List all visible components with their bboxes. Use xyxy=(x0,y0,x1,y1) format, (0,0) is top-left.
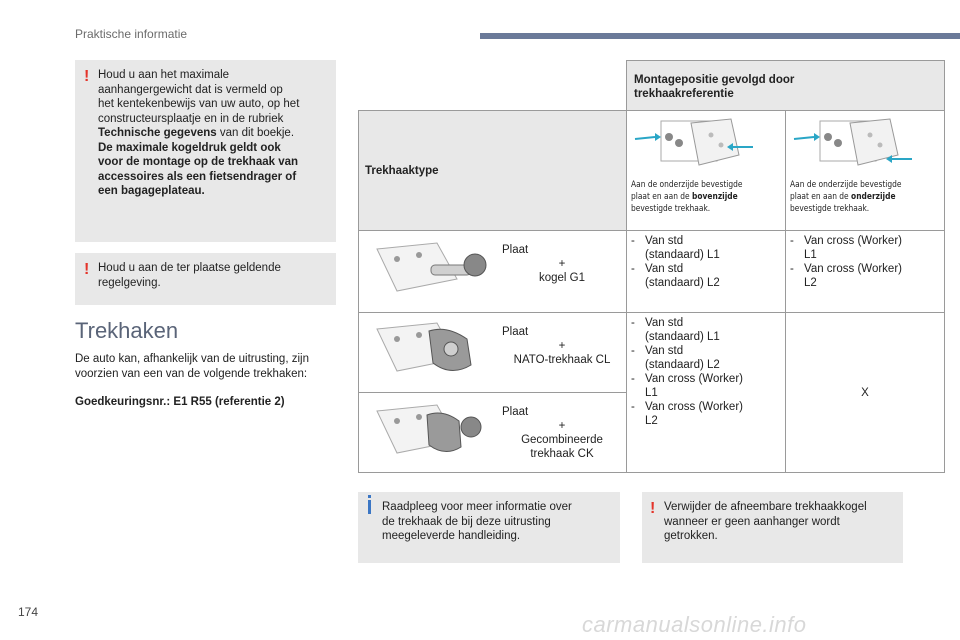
g1-upper-models: - Van std (standaard) L1 - Van std (standaard) L2 xyxy=(627,231,786,313)
page-title: Trekhaken xyxy=(75,318,179,343)
cl-ck-upper-models: - Van std (standaard) L1 - Van std (standaard) L2 - Van cross (Worker) L1 - Van cross (Worker) L2 xyxy=(627,313,786,473)
info-note: Raadpleeg voor meer informatie over de trekhaak de bij deze uitrusting meegeleverde handleiding. xyxy=(358,492,620,563)
nato-towbar-illustration xyxy=(367,319,495,383)
table-row-g1: Plaat + kogel G1 xyxy=(359,231,627,313)
mount-upper-cell xyxy=(627,111,786,231)
lower-mount-caption: Aan de onderzijde bevestigde plaat en aan de onderzijde bevestigde trekhaak. xyxy=(790,180,902,214)
header-bar xyxy=(480,33,960,39)
table-row-cl: Plaat + NATO-trekhaak CL xyxy=(359,313,627,393)
towbar-lower-mount-illustration xyxy=(790,115,916,173)
mount-lower-cell xyxy=(786,111,945,231)
intro-text: De auto kan, afhankelijk van de uitrusting, zijn voorzien van een van de volgende trekhaken: xyxy=(75,353,309,380)
weight-warning-note: ! Houd u aan het maximale aanhangergewicht dat is vermeld op het kentekenbewijs van uw auto, op het constructeursplaatje en in de rubriek Technische gegevens van dit boekje. De maximale kogeldruk geldt ook voor de montage op de trekhaak van accessoires als een fietsendrager of een bagageplateau. xyxy=(75,60,336,242)
table-row-ck: Plaat + Gecombineerde trekhaak CK xyxy=(359,393,627,473)
mount-position-header: Montagepositie gevolgd door trekhaakreferentie xyxy=(627,61,945,111)
info-icon xyxy=(368,500,371,514)
ball-towbar-illustration xyxy=(367,239,495,303)
approval-number: Goedkeuringsnr.: E1 R55 (referentie 2) xyxy=(75,396,285,408)
remove-ball-warning-note: ! Verwijder de afneembare trekhaakkogel wanneer er geen aanhanger wordt getrokken. xyxy=(642,492,903,563)
combined-towbar-illustration xyxy=(367,401,495,465)
towbar-type-header: Trekhaaktype xyxy=(359,111,627,231)
towbar-upper-mount-illustration xyxy=(631,115,757,173)
warning-icon: ! xyxy=(84,68,90,85)
watermark: carmanualsonline.info xyxy=(582,612,807,637)
warning-icon: ! xyxy=(650,500,656,517)
section-title: Praktische informatie xyxy=(75,27,188,41)
g1-lower-models: - Van cross (Worker) L1 - Van cross (Worker) L2 xyxy=(786,231,945,313)
warning-icon: ! xyxy=(84,261,90,278)
cl-ck-lower-mark: X xyxy=(786,313,945,473)
towbar-table xyxy=(358,60,945,473)
regulation-warning-note: ! Houd u aan de ter plaatse geldende regelgeving. xyxy=(75,253,336,305)
page-number: 174 xyxy=(18,605,39,619)
upper-mount-caption: Aan de onderzijde bevestigde plaat en aan de bovenzijde bevestigde trekhaak. xyxy=(631,180,743,214)
